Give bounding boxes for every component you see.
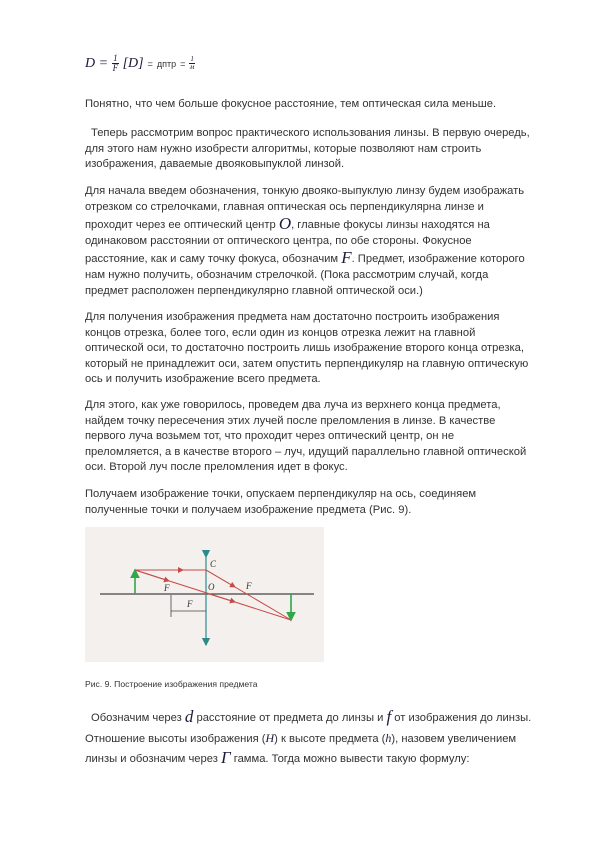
formula-eq2: =: [180, 59, 186, 70]
lens-diagram-svg: [85, 527, 324, 662]
formula-fraction: $\frac{1}{F}$: [112, 53, 119, 73]
formula-eq1: =: [147, 59, 153, 70]
lens-diagram: [85, 527, 324, 662]
symbol-d: d: [184, 707, 194, 726]
paragraph-3: Для начала введем обозначения, тонкую двояко-выпуклую линзу будем изображать отрезком со стрелочками, главная оптическая ось перпендикулярна линзе и проходит через ее оптический центр O, главные фокусы линзы находятся на одинаковом расстоянии от оптического центра, по обе стороны. Фокусное расстояние, как и саму точку фокуса, обозначим F. Предмет, изображение которого нам нужно получить, обозначим стрелочкой. (Пока рассмотрим случай, когда предмет расположен перпендикулярно главной оптической оси.): [85, 185, 525, 297]
figure-caption: Рис. 9. Построение изображения предмета: [85, 679, 258, 689]
symbol-F: F: [341, 248, 352, 268]
symbol-O: O: [278, 214, 292, 234]
formula-bracket: [D]: [122, 56, 144, 72]
formula-lhs: D =: [85, 56, 109, 72]
label-C: C: [210, 559, 217, 569]
label-O: O: [208, 582, 215, 592]
formula-unit-fraction: $\frac{1}{м}$: [189, 55, 195, 71]
symbol-gamma: Г: [220, 748, 231, 768]
ray-center-arrow: [135, 570, 169, 581]
symbol-H: H: [265, 730, 275, 745]
label-F-left: F: [164, 583, 170, 593]
paragraph-4: Для получения изображения предмета нам достаточно построить изображения концов отрезка, более того, если один из концов отрезка лежит на главной оптической оси, то достаточно построить лишь изображение второго конца отрезка, который не принадлежит оси, затем опустить перпендикуляр на главную оптическую ось и получить изображение всего предмета.: [85, 311, 529, 386]
label-F-right: F: [246, 581, 252, 591]
label-F-dim: F: [187, 599, 193, 609]
paragraph-6: Получаем изображение точки, опускаем перпендикуляр на ось, соединяем полученные точки и получаем изображение предмета (Рис. 9).: [85, 488, 477, 516]
paragraph-5: Для этого, как уже говорилось, проведем два луча из верхнего конца предмета, найдем точку пересечения этих лучей после преломления в линзе. В качестве первого луча возьмем тот, что проходит через оптический центр, он не преломляется, а в качестве второго – луч, идущий параллельно главной оптической оси. Второй луч после преломления идет в фокус.: [85, 399, 527, 474]
symbol-f: f: [386, 707, 392, 726]
formula-unit: дптр: [156, 59, 177, 70]
symbol-h: h: [385, 730, 392, 745]
paragraph-1: Понятно, что чем больше фокусное расстояние, тем оптическая сила меньше.: [85, 98, 497, 110]
paragraph-2: Теперь рассмотрим вопрос практического использования линзы. В первую очередь, для этого нам нужно изобрести алгоритмы, которые позволяют нам строить изображения, даваемые двояковыпуклой линзой.: [85, 127, 530, 171]
optical-power-formula: [85, 54, 195, 80]
paragraph-7: Обозначим через d расстояние от предмета до линзы и f от изображения до линзы. Отношение высоты изображения (H) к высоте предмета (h), назовем увеличением линзы и обозначим через Г гамма. Тогда можно вывести такую формулу:: [85, 707, 532, 768]
